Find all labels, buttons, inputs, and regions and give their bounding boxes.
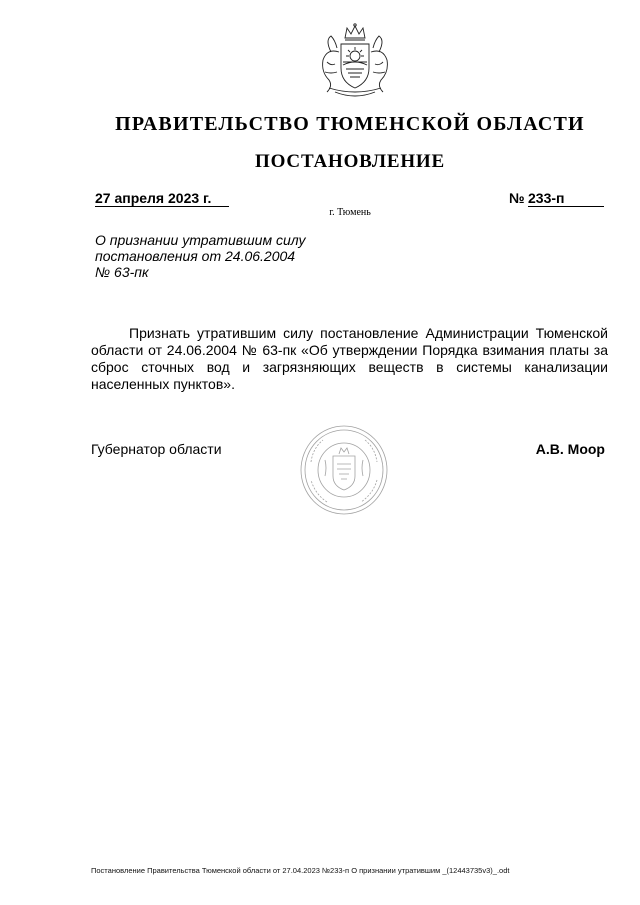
- signatory-position: Губернатор области: [91, 441, 222, 457]
- coat-of-arms-emblem: [313, 22, 397, 102]
- document-type-title: ПОСТАНОВЛЕНИЕ: [255, 151, 445, 172]
- signatory-name: А.В. Моор: [535, 441, 605, 457]
- government-title: ПРАВИТЕЛЬСТВО ТЮМЕНСКОЙ ОБЛАСТИ: [115, 113, 585, 135]
- footer-file-info: Постановление Правительства Тюменской области от 27.04.2023 №233-п О признании утратившим _(12443735v3)_.odt: [91, 866, 510, 875]
- subject-line: № 63-пк: [95, 264, 149, 280]
- number-sign: №: [509, 190, 525, 206]
- document-subject: [95, 232, 355, 280]
- body-paragraph: Признать утратившим силу постановление Администрации Тюменской области от 24.06.2004 № 63-пк «Об утверждении Порядка взимания платы за сброс сточных вод и загрязняющих веществ в системы канализации населенных пунктов».: [91, 325, 608, 392]
- subject-line: постановления от 24.06.2004: [95, 248, 296, 264]
- official-seal-stamp: [299, 424, 389, 516]
- document-date: 27 апреля 2023 г.: [95, 190, 229, 207]
- document-place: г. Тюмень: [329, 207, 371, 218]
- subject-line: О признании утратившим силу: [95, 232, 306, 248]
- document-number: 233-п: [528, 190, 604, 207]
